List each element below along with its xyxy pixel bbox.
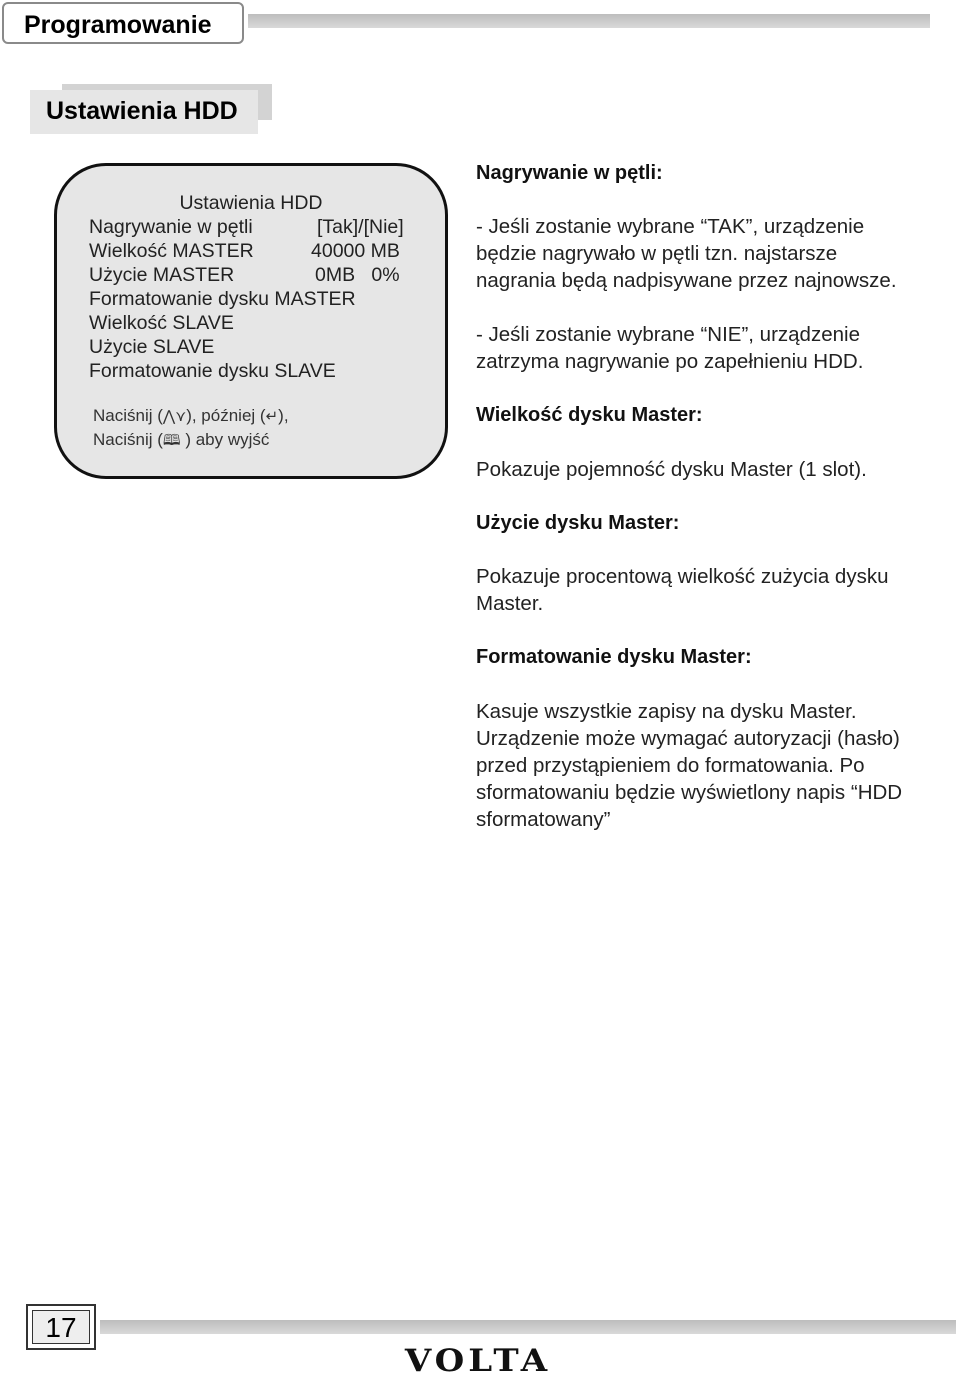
footer-rule	[100, 1320, 956, 1334]
section-heading: Ustawienia HDD	[30, 90, 258, 134]
hint-text: ),	[278, 406, 289, 425]
osd-row-label: Użycie SLAVE	[89, 336, 215, 358]
book-icon: 🕮	[162, 432, 181, 449]
enter-icon: ↵	[265, 408, 279, 425]
hint-text: Naciśnij (	[93, 430, 163, 449]
heading-master-format: Formatowanie dysku Master:	[476, 646, 752, 668]
up-down-arrows-icon: ⋀⋎	[162, 408, 187, 425]
osd-row-label: Użycie MASTER	[89, 264, 235, 286]
osd-row-label: Formatowanie dysku MASTER	[89, 288, 356, 310]
hint-text: ) aby wyjść	[180, 430, 270, 449]
osd-row-label: Wielkość SLAVE	[89, 312, 234, 334]
page-number: 17	[32, 1310, 90, 1344]
header-rule	[248, 14, 930, 28]
paragraph-loop-no: - Jeśli zostanie wybrane “NIE”, urządzenie zatrzyma nagrywanie po zapełnieniu HDD.	[476, 323, 864, 373]
osd-row-value: 40000 MB	[311, 240, 400, 262]
page-number-box	[26, 1304, 96, 1350]
heading-master-size: Wielkość dysku Master:	[476, 404, 703, 426]
osd-row-label: Nagrywanie w pętli	[89, 216, 253, 238]
paragraph-master-size: Pokazuje pojemność dysku Master (1 slot).	[476, 458, 867, 481]
osd-title: Ustawienia HDD	[179, 192, 323, 214]
paragraph-master-format: Kasuje wszystkie zapisy na dysku Master. Urządzenie może wymagać autoryzacji (hasło) przed przystąpieniem do formatowania. Po sformatowaniu będzie wyświetlony napis “HDD sformatowany”	[476, 700, 903, 831]
osd-hint-navigate	[93, 406, 289, 426]
heading-loop-recording: Nagrywanie w pętli:	[476, 162, 663, 184]
osd-row-value: [Tak]/[Nie]	[317, 216, 404, 238]
osd-row-label: Wielkość MASTER	[89, 240, 254, 262]
osd-hint-exit	[93, 430, 269, 455]
paragraph-loop-yes: - Jeśli zostanie wybrane “TAK”, urządzenie będzie nagrywało w pętli tzn. najstarsze nagrania będą nadpisywane przez najnowsze.	[476, 215, 897, 292]
header-title: Programowanie	[2, 2, 244, 44]
volta-logo: VOLTA	[404, 1343, 552, 1378]
hint-text: Naciśnij (	[93, 406, 163, 425]
osd-menu-box	[54, 163, 448, 479]
paragraph-master-usage: Pokazuje procentową wielkość zużycia dysku Master.	[476, 565, 889, 615]
osd-row-value: 0MB 0%	[315, 264, 400, 286]
hint-text: ), później (	[186, 406, 266, 425]
osd-row-label: Formatowanie dysku SLAVE	[89, 360, 336, 382]
heading-master-usage: Użycie dysku Master:	[476, 512, 680, 534]
